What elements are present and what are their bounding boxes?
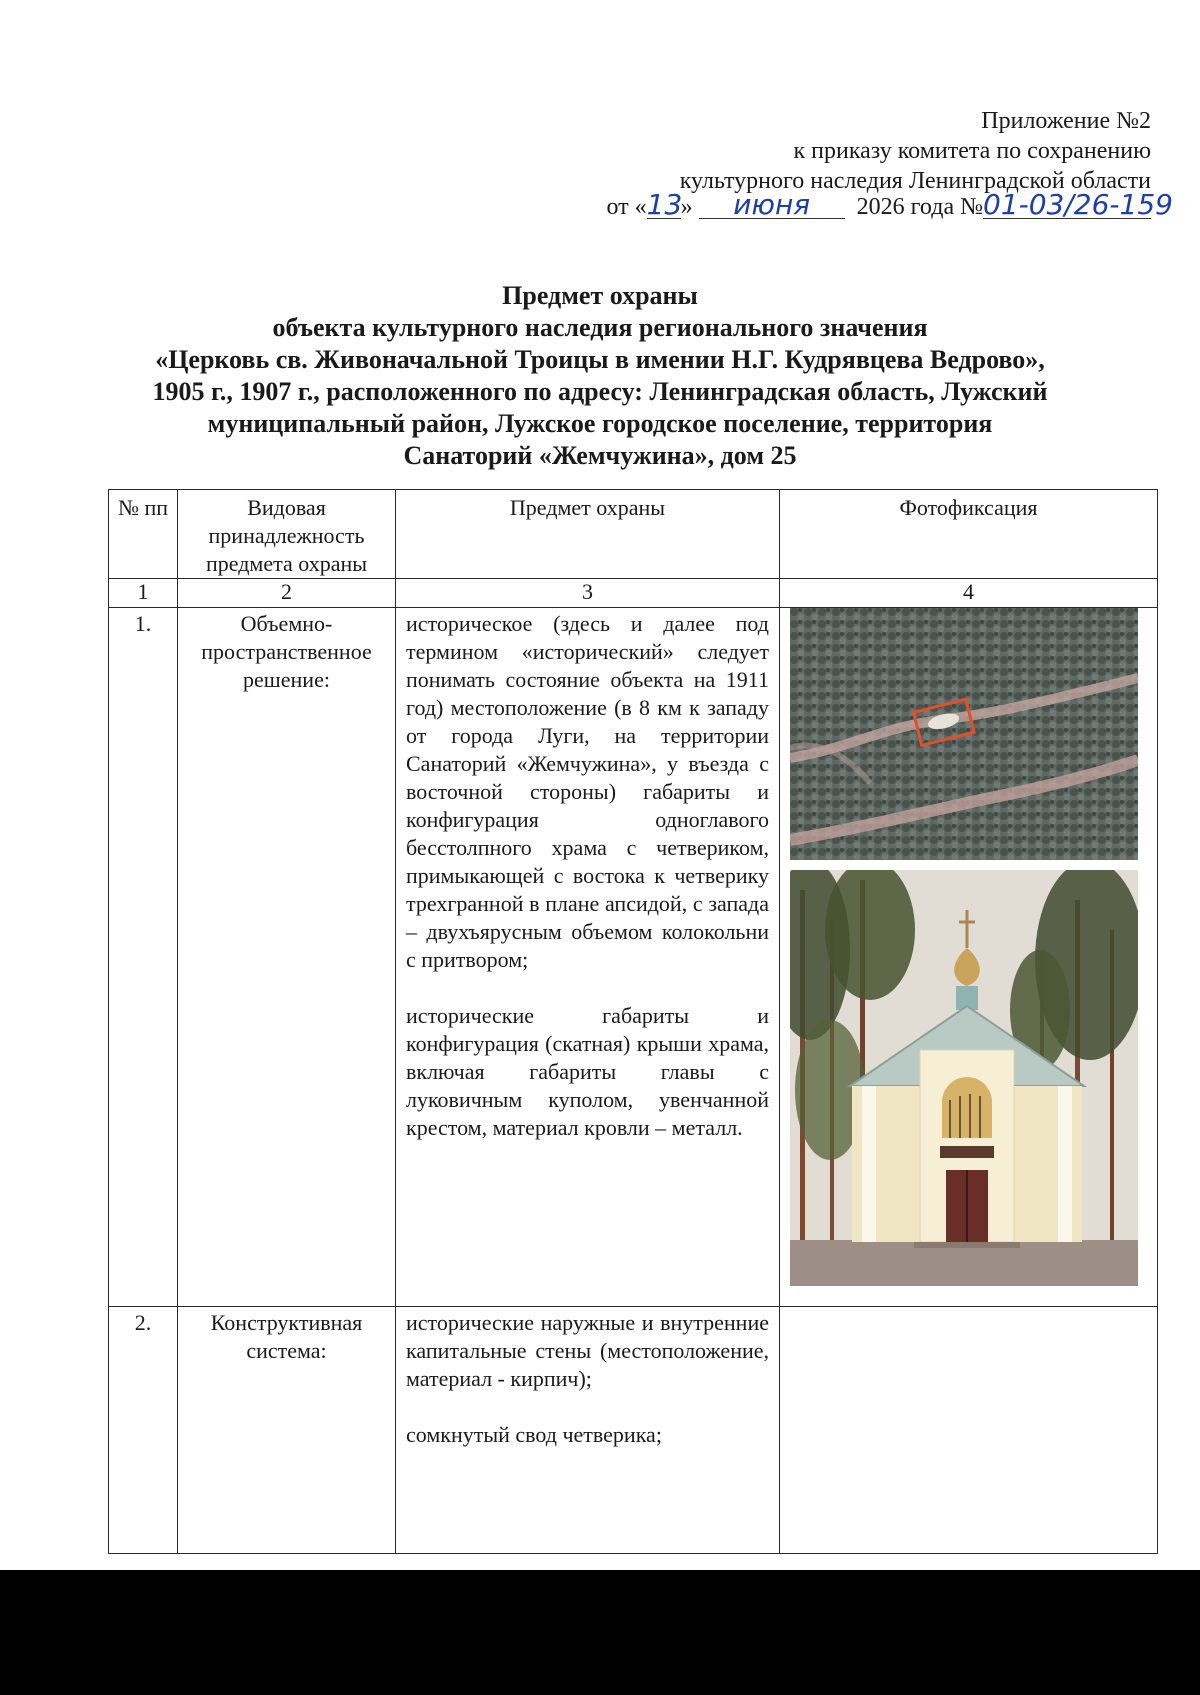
quote-close: » <box>680 194 693 220</box>
aerial-map-photo <box>790 608 1138 860</box>
document-title <box>80 280 1120 472</box>
committee-line: культурного наследия Ленинградской области <box>679 168 1151 194</box>
header-photo: Фотофиксация <box>780 490 1158 579</box>
row-type: Объемно-пространственное решение: <box>178 608 396 1307</box>
column-number: 1 <box>109 579 178 608</box>
header-number: № пп <box>109 490 178 579</box>
table-header-row <box>109 490 1158 579</box>
column-number: 3 <box>396 579 780 608</box>
title-line: «Церковь св. Живоначальной Троицы в имении Н.Г. Кудрявцева Ведрово», <box>155 345 1045 374</box>
column-number: 2 <box>178 579 396 608</box>
title-line: 1905 г., 1907 г., расположенного по адресу: Ленинградская область, Лужский <box>152 377 1048 406</box>
header-subject: Предмет охраны <box>396 490 780 579</box>
header-type: Видовая принадлежность предмета охраны <box>178 490 396 579</box>
title-line: муниципальный район, Лужское городское поселение, территория <box>207 409 993 438</box>
date-prefix: от « <box>606 194 647 220</box>
subject-paragraph: исторические габариты и конфигурация (скатная) крыши храма, включая габариты главы с луковичным куполом, увенчанной крестом, материал кровли – металл. <box>406 1003 769 1140</box>
row-photos-empty <box>780 1307 1158 1554</box>
row-photos <box>780 608 1158 1307</box>
column-number: 4 <box>780 579 1158 608</box>
title-line: Санаторий «Жемчужина», дом 25 <box>403 441 797 470</box>
scan-bottom-bar <box>0 1570 1200 1695</box>
row-subject <box>396 608 780 1307</box>
table-row <box>109 608 1158 1307</box>
order-reference-line: к приказу комитета по сохранению <box>793 138 1151 164</box>
church-facade-photo <box>790 870 1138 1286</box>
handwritten-day: 13 <box>646 188 683 221</box>
column-number-row <box>109 579 1158 608</box>
title-line: Предмет охраны <box>502 281 698 310</box>
handwritten-month: июня <box>699 192 845 219</box>
appendix-label: Приложение №2 <box>981 108 1151 134</box>
row-number: 2. <box>109 1307 178 1554</box>
subject-paragraph: сомкнутый свод четверика; <box>406 1422 662 1447</box>
handwritten-order-number: 01-03/26-159 <box>983 188 1173 221</box>
order-date-number-line <box>606 188 1173 222</box>
row-subject <box>396 1307 780 1554</box>
title-line: объекта культурного наследия регионального значения <box>272 313 928 342</box>
year-text: 2026 года № <box>856 194 983 220</box>
row-type: Конструктивная система: <box>178 1307 396 1554</box>
row-number: 1. <box>109 608 178 1307</box>
subject-paragraph: исторические наружные и внутренние капитальные стены (местоположение, материал - кирпич); <box>406 1310 769 1391</box>
protection-subject-table <box>108 489 1158 1554</box>
subject-paragraph: историческое (здесь и далее под термином «исторический» следует понимать состояние объекта на 1911 год) местоположение (в 8 км к западу от города Луги, на территории Санаторий «Жемчужина», у въезда с восточной стороны) габариты и конфигурация одноглавого бесстолпного храма с четвериком, примыкающей с востока к четверику трехгранной в плане апсидой, с запада – двухъярусным объемом колокольни с притвором; <box>406 611 769 972</box>
table-row <box>109 1307 1158 1554</box>
